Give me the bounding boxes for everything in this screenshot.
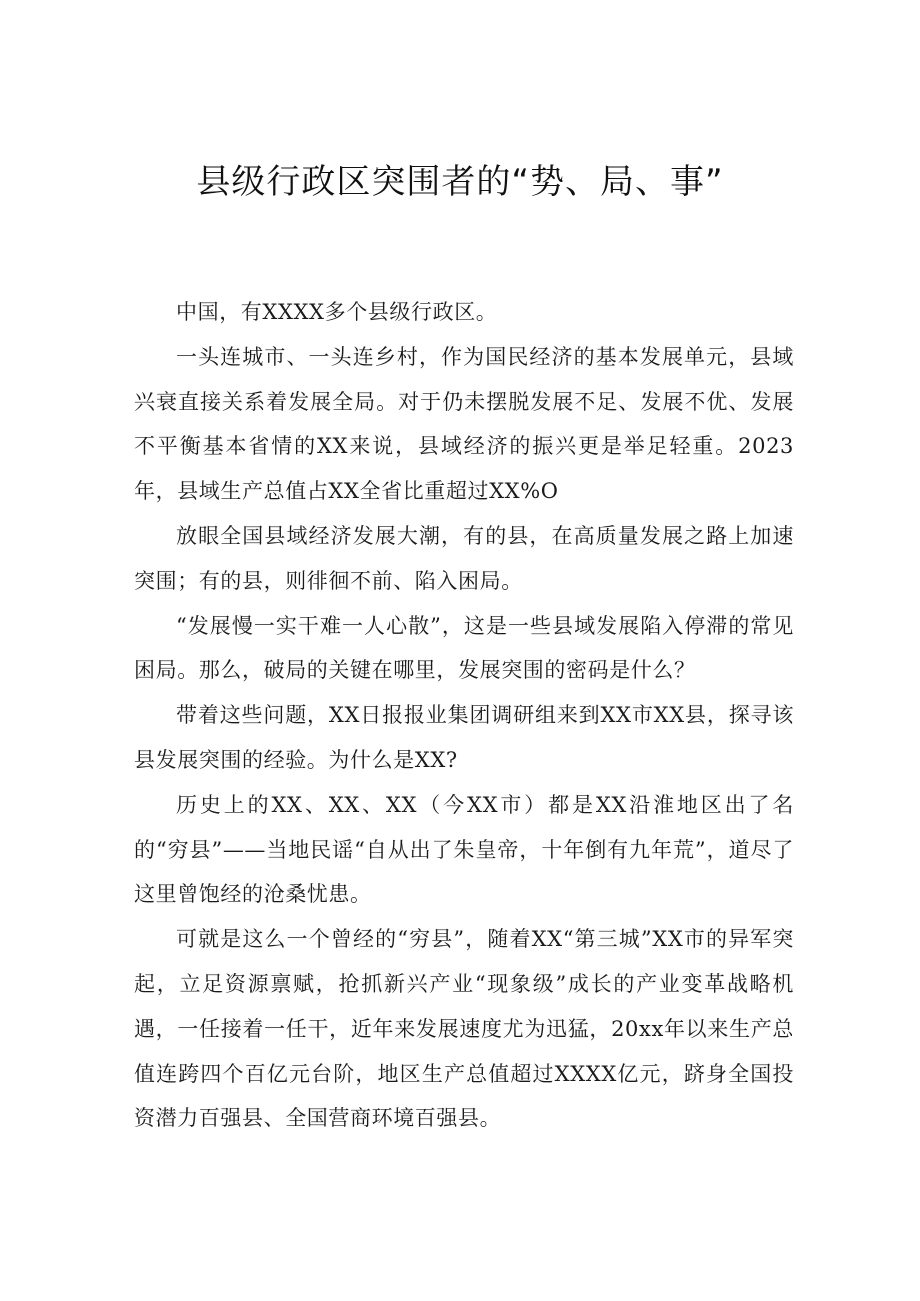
paragraph: 可就是这么一个曾经的“穷县”，随着XX“第三城”XX市的异军突起，立足资源禀赋，抢抓新兴产业“现象级”成长的产业变革战略机遇，一任接着一任干，近年来发展速度尤为迅猛，20xx年以来生产总值连跨四个百亿元台阶，地区生产总值超过XXXX亿元，跻身全国投资潜力百强县、全国营商环境百强县。	[134, 927, 794, 1131]
paragraph: 一头连城市、一头连乡村，作为国民经济的基本发展单元，县域兴衰直接关系着发展全局。对于仍未摆脱发展不足、发展不优、发展不平衡基本省情的XX来说，县域经济的振兴更是举足轻重。2023年，县域生产总值占XX全省比重超过XX%O	[134, 344, 794, 504]
paragraph: 中国，有XXXX多个县级行政区。	[176, 300, 498, 324]
paragraph: “发展慢一实干难一人心散”，这是一些县域发展陷入停滞的常见困局。那么，破局的关键在哪里，发展突围的密码是什么？	[134, 613, 794, 683]
paragraph: 带着这些问题，XX日报报业集团调研组来到XX市XX县，探寻该县发展突围的经验。为什么是XX?	[134, 703, 794, 772]
paragraph: 放眼全国县域经济发展大潮，有的县，在高质量发展之路上加速突围；有的县，则徘徊不前、陷入困局。	[134, 523, 794, 593]
paragraph: 历史上的XX、XX、XX（今XX市）都是XX沿淮地区出了名的“穷县”——当地民谣“自从出了朱皇帝，十年倒有九年荒”，道尽了这里曾饱经的沧桑忧患。	[134, 792, 794, 907]
document-title: 县级行政区突围者的“势、局、事”	[196, 162, 724, 202]
document-body	[134, 290, 794, 1141]
